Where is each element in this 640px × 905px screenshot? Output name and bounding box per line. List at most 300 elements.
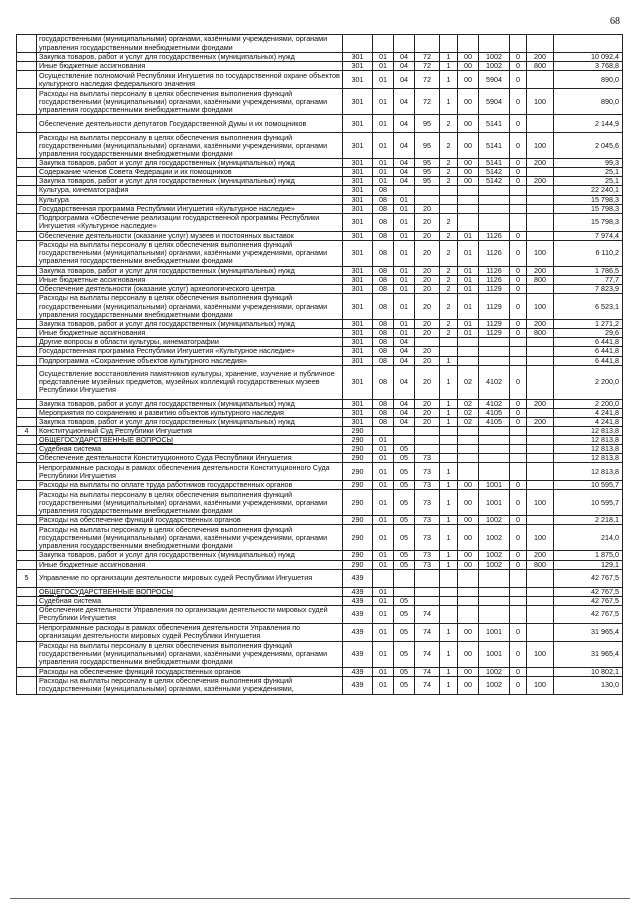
section-code-cell: 01 <box>373 490 394 516</box>
activity-code-cell: 01 <box>458 329 479 338</box>
expense-name-cell: Расходы на выплаты персоналу в целях обеспечения выполнения функций государственными (муниципальными) органами, казёнными учреждениями, органами управления государственными внебюджетными фондами <box>37 294 343 320</box>
subprogram-code-cell: 1 <box>440 463 458 481</box>
expense-type-code-cell <box>527 596 554 605</box>
direction-code-cell: 5141 <box>479 133 510 159</box>
subprogram-code-cell: 2 <box>440 320 458 329</box>
row-number-cell <box>17 481 37 490</box>
direction-code-cell: 1126 <box>479 266 510 275</box>
row-number-cell <box>17 605 37 623</box>
row-number-cell <box>17 525 37 551</box>
subprogram-code-cell <box>440 186 458 195</box>
section-code-cell: 01 <box>373 481 394 490</box>
expense-name-cell: Подпрограмма «Обеспечение реализации государственной программы Республики Ингушетия «Культурное наследие» <box>37 213 343 231</box>
direction-suffix-cell: 0 <box>510 551 527 560</box>
department-code-cell: 301 <box>343 159 373 168</box>
direction-code-cell <box>479 35 510 53</box>
section-code-cell: 08 <box>373 329 394 338</box>
subsection-code-cell: 04 <box>394 168 415 177</box>
row-number-cell <box>17 667 37 676</box>
program-code-cell: 20 <box>415 408 440 417</box>
section-code-cell: 08 <box>373 294 394 320</box>
subsection-code-cell <box>394 569 415 587</box>
section-code-cell: 08 <box>373 356 394 365</box>
row-number-cell: 5 <box>17 569 37 587</box>
direction-suffix-cell: 0 <box>510 320 527 329</box>
row-number-cell <box>17 338 37 347</box>
table-row <box>17 347 623 356</box>
table-body <box>17 35 623 695</box>
expense-name-cell: Осуществление полномочий Республики Ингушетия по государственной охране объектов культурного наследия федерального значения <box>37 71 343 89</box>
direction-code-cell: 1002 <box>479 525 510 551</box>
expense-name-cell: Закупка товаров, работ и услуг для государственных (муниципальных) нужд <box>37 320 343 329</box>
activity-code-cell: 00 <box>458 89 479 115</box>
expense-name-cell: Культура, кинематография <box>37 186 343 195</box>
row-number-cell: 4 <box>17 426 37 435</box>
table-row <box>17 159 623 168</box>
table-row <box>17 417 623 426</box>
direction-code-cell: 1002 <box>479 516 510 525</box>
table-row <box>17 667 623 676</box>
expense-name-cell: Закупка товаров, работ и услуг для государственных (муниципальных) нужд <box>37 417 343 426</box>
row-number-cell <box>17 168 37 177</box>
subsection-code-cell: 05 <box>394 454 415 463</box>
expense-type-code-cell <box>527 186 554 195</box>
expense-type-code-cell: 100 <box>527 490 554 516</box>
subsection-code-cell <box>394 587 415 596</box>
activity-code-cell: 00 <box>458 551 479 560</box>
activity-code-cell: 00 <box>458 481 479 490</box>
department-code-cell: 301 <box>343 417 373 426</box>
activity-code-cell <box>458 426 479 435</box>
direction-code-cell: 1002 <box>479 53 510 62</box>
expense-type-code-cell: 200 <box>527 159 554 168</box>
section-code-cell: 01 <box>373 641 394 667</box>
subprogram-code-cell <box>440 596 458 605</box>
subsection-code-cell: 01 <box>394 195 415 204</box>
subprogram-code-cell: 1 <box>440 516 458 525</box>
row-number-cell <box>17 623 37 641</box>
expense-name-cell: Иные бюджетные ассигнования <box>37 62 343 71</box>
expense-name-cell: Обеспечение деятельности депутатов Государственной Думы и их помощников <box>37 115 343 133</box>
program-code-cell: 20 <box>415 365 440 399</box>
section-code-cell: 08 <box>373 285 394 294</box>
direction-suffix-cell <box>510 347 527 356</box>
direction-code-cell: 4105 <box>479 408 510 417</box>
amount-cell: 22 240,1 <box>554 186 623 195</box>
direction-code-cell: 1001 <box>479 641 510 667</box>
department-code-cell: 301 <box>343 213 373 231</box>
direction-suffix-cell: 0 <box>510 667 527 676</box>
department-code-cell: 301 <box>343 275 373 284</box>
activity-code-cell <box>458 338 479 347</box>
subsection-code-cell: 05 <box>394 490 415 516</box>
table-row <box>17 551 623 560</box>
table-row <box>17 133 623 159</box>
activity-code-cell <box>458 463 479 481</box>
expense-type-code-cell <box>527 481 554 490</box>
program-code-cell: 20 <box>415 240 440 266</box>
row-number-cell <box>17 641 37 667</box>
subprogram-code-cell <box>440 338 458 347</box>
program-code-cell: 20 <box>415 275 440 284</box>
subprogram-code-cell: 2 <box>440 168 458 177</box>
activity-code-cell: 00 <box>458 71 479 89</box>
department-code-cell: 290 <box>343 560 373 569</box>
expense-type-code-cell <box>527 454 554 463</box>
direction-code-cell <box>479 454 510 463</box>
activity-code-cell: 00 <box>458 177 479 186</box>
department-code-cell: 290 <box>343 481 373 490</box>
amount-cell: 6 110,2 <box>554 240 623 266</box>
direction-suffix-cell: 0 <box>510 275 527 284</box>
expense-type-code-cell <box>527 115 554 133</box>
subsection-code-cell: 01 <box>394 329 415 338</box>
expense-type-code-cell: 200 <box>527 53 554 62</box>
direction-suffix-cell <box>510 587 527 596</box>
activity-code-cell: 00 <box>458 516 479 525</box>
department-code-cell: 290 <box>343 445 373 454</box>
subprogram-code-cell <box>440 445 458 454</box>
table-row <box>17 399 623 408</box>
activity-code-cell <box>458 347 479 356</box>
program-code-cell: 20 <box>415 320 440 329</box>
row-number-cell <box>17 159 37 168</box>
subsection-code-cell: 01 <box>394 231 415 240</box>
expense-type-code-cell <box>527 285 554 294</box>
activity-code-cell <box>458 35 479 53</box>
program-code-cell: 73 <box>415 481 440 490</box>
department-code-cell: 290 <box>343 426 373 435</box>
subprogram-code-cell: 1 <box>440 417 458 426</box>
direction-code-cell: 1129 <box>479 294 510 320</box>
table-row <box>17 266 623 275</box>
subsection-code-cell: 04 <box>394 399 415 408</box>
program-code-cell: 95 <box>415 115 440 133</box>
department-code-cell: 301 <box>343 195 373 204</box>
subsection-code-cell: 05 <box>394 463 415 481</box>
subsection-code-cell: 05 <box>394 551 415 560</box>
subsection-code-cell: 04 <box>394 347 415 356</box>
subprogram-code-cell: 2 <box>440 329 458 338</box>
department-code-cell: 290 <box>343 551 373 560</box>
activity-code-cell: 01 <box>458 294 479 320</box>
section-code-cell: 08 <box>373 204 394 213</box>
department-code-cell: 439 <box>343 667 373 676</box>
row-number-cell <box>17 356 37 365</box>
table-row <box>17 490 623 516</box>
section-code-cell: 08 <box>373 320 394 329</box>
program-code-cell: 20 <box>415 356 440 365</box>
activity-code-cell: 00 <box>458 490 479 516</box>
section-code-cell: 08 <box>373 231 394 240</box>
amount-cell: 890,0 <box>554 89 623 115</box>
amount-cell: 2 045,6 <box>554 133 623 159</box>
expense-type-code-cell <box>527 587 554 596</box>
subsection-code-cell: 04 <box>394 89 415 115</box>
expense-name-cell: Подпрограмма «Сохранение объектов культурного наследия» <box>37 356 343 365</box>
activity-code-cell: 00 <box>458 641 479 667</box>
activity-code-cell <box>458 569 479 587</box>
department-code-cell: 301 <box>343 399 373 408</box>
direction-code-cell <box>479 213 510 231</box>
expense-type-code-cell <box>527 435 554 444</box>
section-code-cell: 01 <box>373 177 394 186</box>
amount-cell: 130,0 <box>554 676 623 694</box>
subprogram-code-cell: 1 <box>440 623 458 641</box>
program-code-cell: 95 <box>415 159 440 168</box>
expense-name-cell: Закупка товаров, работ и услуг для государственных (муниципальных) нужд <box>37 399 343 408</box>
expense-type-code-cell: 200 <box>527 399 554 408</box>
subsection-code-cell: 04 <box>394 71 415 89</box>
page-number: 68 <box>610 16 620 27</box>
subprogram-code-cell <box>440 605 458 623</box>
direction-code-cell: 1126 <box>479 275 510 284</box>
amount-cell: 6 523,1 <box>554 294 623 320</box>
department-code-cell: 290 <box>343 516 373 525</box>
expense-name-cell: Содержание членов Совета Федерации и их помощников <box>37 168 343 177</box>
expense-type-code-cell <box>527 605 554 623</box>
activity-code-cell <box>458 605 479 623</box>
amount-cell <box>554 35 623 53</box>
table-row <box>17 35 623 53</box>
amount-cell: 12 813,8 <box>554 426 623 435</box>
section-code-cell: 01 <box>373 667 394 676</box>
table-row <box>17 569 623 587</box>
row-number-cell <box>17 463 37 481</box>
subprogram-code-cell: 1 <box>440 408 458 417</box>
program-code-cell: 73 <box>415 551 440 560</box>
row-number-cell <box>17 329 37 338</box>
activity-code-cell: 00 <box>458 53 479 62</box>
department-code-cell: 301 <box>343 356 373 365</box>
section-code-cell: 01 <box>373 676 394 694</box>
program-code-cell: 74 <box>415 676 440 694</box>
section-code-cell: 08 <box>373 399 394 408</box>
direction-code-cell <box>479 426 510 435</box>
section-code-cell: 08 <box>373 240 394 266</box>
row-number-cell <box>17 186 37 195</box>
row-number-cell <box>17 213 37 231</box>
direction-code-cell: 1002 <box>479 551 510 560</box>
expense-type-code-cell <box>527 35 554 53</box>
department-code-cell: 301 <box>343 53 373 62</box>
direction-code-cell: 1002 <box>479 62 510 71</box>
direction-code-cell <box>479 347 510 356</box>
section-code-cell: 01 <box>373 159 394 168</box>
section-code-cell: 01 <box>373 623 394 641</box>
subprogram-code-cell <box>440 435 458 444</box>
amount-cell: 1 786,5 <box>554 266 623 275</box>
row-number-cell <box>17 445 37 454</box>
direction-code-cell: 4102 <box>479 399 510 408</box>
direction-code-cell: 1001 <box>479 481 510 490</box>
activity-code-cell: 01 <box>458 320 479 329</box>
table-row <box>17 445 623 454</box>
direction-code-cell <box>479 204 510 213</box>
department-code-cell: 301 <box>343 177 373 186</box>
subsection-code-cell: 05 <box>394 605 415 623</box>
expense-name-cell: Иные бюджетные ассигнования <box>37 275 343 284</box>
expense-name-cell: Обеспечение деятельности (оказание услуг) музеев и постоянных выставок <box>37 231 343 240</box>
direction-code-cell: 5142 <box>479 168 510 177</box>
table-row <box>17 408 623 417</box>
table-row <box>17 53 623 62</box>
table-row <box>17 676 623 694</box>
expense-type-code-cell <box>527 516 554 525</box>
activity-code-cell <box>458 204 479 213</box>
activity-code-cell: 00 <box>458 667 479 676</box>
program-code-cell: 72 <box>415 89 440 115</box>
direction-code-cell: 5141 <box>479 115 510 133</box>
table-row <box>17 177 623 186</box>
subprogram-code-cell <box>440 426 458 435</box>
direction-suffix-cell: 0 <box>510 525 527 551</box>
table-row <box>17 463 623 481</box>
department-code-cell <box>343 35 373 53</box>
subprogram-code-cell: 1 <box>440 490 458 516</box>
expense-type-code-cell: 200 <box>527 266 554 275</box>
row-number-cell <box>17 133 37 159</box>
table-row <box>17 240 623 266</box>
row-number-cell <box>17 399 37 408</box>
table-row <box>17 516 623 525</box>
amount-cell: 15 798,3 <box>554 213 623 231</box>
subprogram-code-cell <box>440 204 458 213</box>
direction-code-cell <box>479 587 510 596</box>
amount-cell: 42 767,5 <box>554 587 623 596</box>
table-row <box>17 356 623 365</box>
program-code-cell: 20 <box>415 231 440 240</box>
row-number-cell <box>17 596 37 605</box>
direction-code-cell: 5904 <box>479 71 510 89</box>
subsection-code-cell: 05 <box>394 596 415 605</box>
program-code-cell: 73 <box>415 516 440 525</box>
subprogram-code-cell: 2 <box>440 231 458 240</box>
subprogram-code-cell <box>440 35 458 53</box>
amount-cell: 25,1 <box>554 177 623 186</box>
expense-type-code-cell <box>527 71 554 89</box>
row-number-cell <box>17 53 37 62</box>
subsection-code-cell: 04 <box>394 133 415 159</box>
expense-type-code-cell: 100 <box>527 133 554 159</box>
activity-code-cell: 00 <box>458 676 479 694</box>
amount-cell: 2 218,1 <box>554 516 623 525</box>
subprogram-code-cell <box>440 569 458 587</box>
row-number-cell <box>17 266 37 275</box>
expense-name-cell: Расходы на обеспечение функций государственных органов <box>37 516 343 525</box>
subsection-code-cell: 01 <box>394 275 415 284</box>
subprogram-code-cell: 1 <box>440 525 458 551</box>
expense-type-code-cell: 200 <box>527 417 554 426</box>
section-code-cell: 08 <box>373 347 394 356</box>
expense-name-cell: Непрограммные расходы в рамках обеспечения деятельности Конституционного Суда Республики Ингушетия <box>37 463 343 481</box>
section-code-cell: 01 <box>373 551 394 560</box>
direction-code-cell: 1002 <box>479 667 510 676</box>
subprogram-code-cell: 2 <box>440 213 458 231</box>
expense-name-cell: Закупка товаров, работ и услуг для государственных (муниципальных) нужд <box>37 266 343 275</box>
department-code-cell: 301 <box>343 329 373 338</box>
program-code-cell: 74 <box>415 623 440 641</box>
subprogram-code-cell: 1 <box>440 481 458 490</box>
expense-name-cell: Управление по организации деятельности мировых судей Республики Ингушетия <box>37 569 343 587</box>
direction-suffix-cell <box>510 426 527 435</box>
department-code-cell: 301 <box>343 204 373 213</box>
section-code-cell: 01 <box>373 596 394 605</box>
direction-code-cell: 4105 <box>479 417 510 426</box>
direction-code-cell <box>479 445 510 454</box>
department-code-cell: 301 <box>343 365 373 399</box>
direction-suffix-cell: 0 <box>510 408 527 417</box>
amount-cell: 10 595,7 <box>554 490 623 516</box>
table-row <box>17 62 623 71</box>
subsection-code-cell: 01 <box>394 204 415 213</box>
activity-code-cell: 00 <box>458 133 479 159</box>
program-code-cell: 95 <box>415 133 440 159</box>
subprogram-code-cell: 1 <box>440 641 458 667</box>
department-code-cell: 301 <box>343 338 373 347</box>
direction-suffix-cell: 0 <box>510 89 527 115</box>
direction-suffix-cell: 0 <box>510 641 527 667</box>
expense-type-code-cell: 100 <box>527 240 554 266</box>
section-code-cell: 08 <box>373 186 394 195</box>
section-code-cell: 08 <box>373 213 394 231</box>
direction-code-cell: 5904 <box>479 89 510 115</box>
table-row <box>17 285 623 294</box>
section-code-cell: 08 <box>373 365 394 399</box>
expense-name-cell: Иные бюджетные ассигнования <box>37 329 343 338</box>
row-number-cell <box>17 275 37 284</box>
table-row <box>17 213 623 231</box>
subsection-code-cell: 04 <box>394 356 415 365</box>
program-code-cell: 74 <box>415 605 440 623</box>
direction-suffix-cell <box>510 605 527 623</box>
amount-cell: 42 767,5 <box>554 596 623 605</box>
direction-suffix-cell: 0 <box>510 285 527 294</box>
department-code-cell: 290 <box>343 463 373 481</box>
program-code-cell: 74 <box>415 667 440 676</box>
expense-type-code-cell: 100 <box>527 641 554 667</box>
table-row <box>17 294 623 320</box>
row-number-cell <box>17 89 37 115</box>
activity-code-cell: 00 <box>458 560 479 569</box>
direction-code-cell: 5141 <box>479 159 510 168</box>
expense-type-code-cell <box>527 195 554 204</box>
direction-suffix-cell: 0 <box>510 53 527 62</box>
subprogram-code-cell: 1 <box>440 356 458 365</box>
subsection-code-cell: 01 <box>394 266 415 275</box>
department-code-cell: 301 <box>343 285 373 294</box>
expense-type-code-cell <box>527 365 554 399</box>
row-number-cell <box>17 454 37 463</box>
expense-name-cell: Закупка товаров, работ и услуг для государственных (муниципальных) нужд <box>37 177 343 186</box>
table-row <box>17 596 623 605</box>
expense-name-cell: Обеспечение деятельности Управления по организации деятельности мировых судей Республики Ингушетия <box>37 605 343 623</box>
subsection-code-cell: 04 <box>394 177 415 186</box>
subsection-code-cell: 05 <box>394 641 415 667</box>
amount-cell: 29,6 <box>554 329 623 338</box>
table-row <box>17 560 623 569</box>
subsection-code-cell: 04 <box>394 408 415 417</box>
row-number-cell <box>17 285 37 294</box>
expense-name-cell: Судебная система <box>37 445 343 454</box>
amount-cell: 1 875,0 <box>554 551 623 560</box>
subsection-code-cell <box>394 35 415 53</box>
subsection-code-cell: 01 <box>394 240 415 266</box>
direction-code-cell <box>479 338 510 347</box>
row-number-cell <box>17 435 37 444</box>
expense-name-cell: Иные бюджетные ассигнования <box>37 560 343 569</box>
expense-type-code-cell: 100 <box>527 525 554 551</box>
